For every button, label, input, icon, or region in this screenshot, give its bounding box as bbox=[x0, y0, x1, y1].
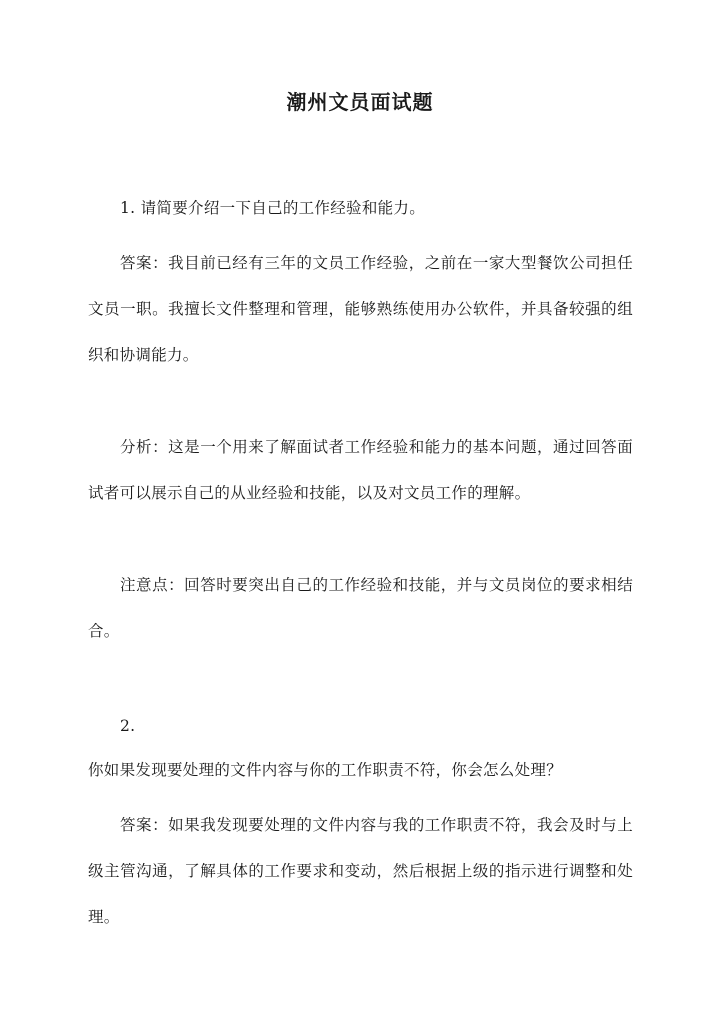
answer-1: 答案：我目前已经有三年的文员工作经验，之前在一家大型餐饮公司担任文员一职。我擅长文件整理和管理，能够熟练使用办公软件，并具备较强的组织和协调能力。 bbox=[88, 254, 633, 364]
question-1: 1. 请简要介绍一下自己的工作经验和能力。 bbox=[120, 199, 426, 217]
analysis-1: 分析：这是一个用来了解面试者工作经验和能力的基本问题，通过回答面试者可以展示自己的从业经验和技能，以及对文员工作的理解。 bbox=[88, 438, 633, 502]
note-1: 注意点：回答时要突出自己的工作经验和技能，并与文员岗位的要求相结合。 bbox=[88, 576, 633, 640]
page-title: 潮州文员面试题 bbox=[286, 90, 434, 114]
question-2-number: 2. bbox=[120, 717, 136, 735]
answer-2: 答案：如果我发现要处理的文件内容与我的工作职责不符，我会及时与上级主管沟通，了解具体的工作要求和变动，然后根据上级的指示进行调整和处理。 bbox=[88, 816, 633, 926]
question-2: 你如果发现要处理的文件内容与你的工作职责不符，你会怎么处理？ bbox=[88, 761, 563, 779]
